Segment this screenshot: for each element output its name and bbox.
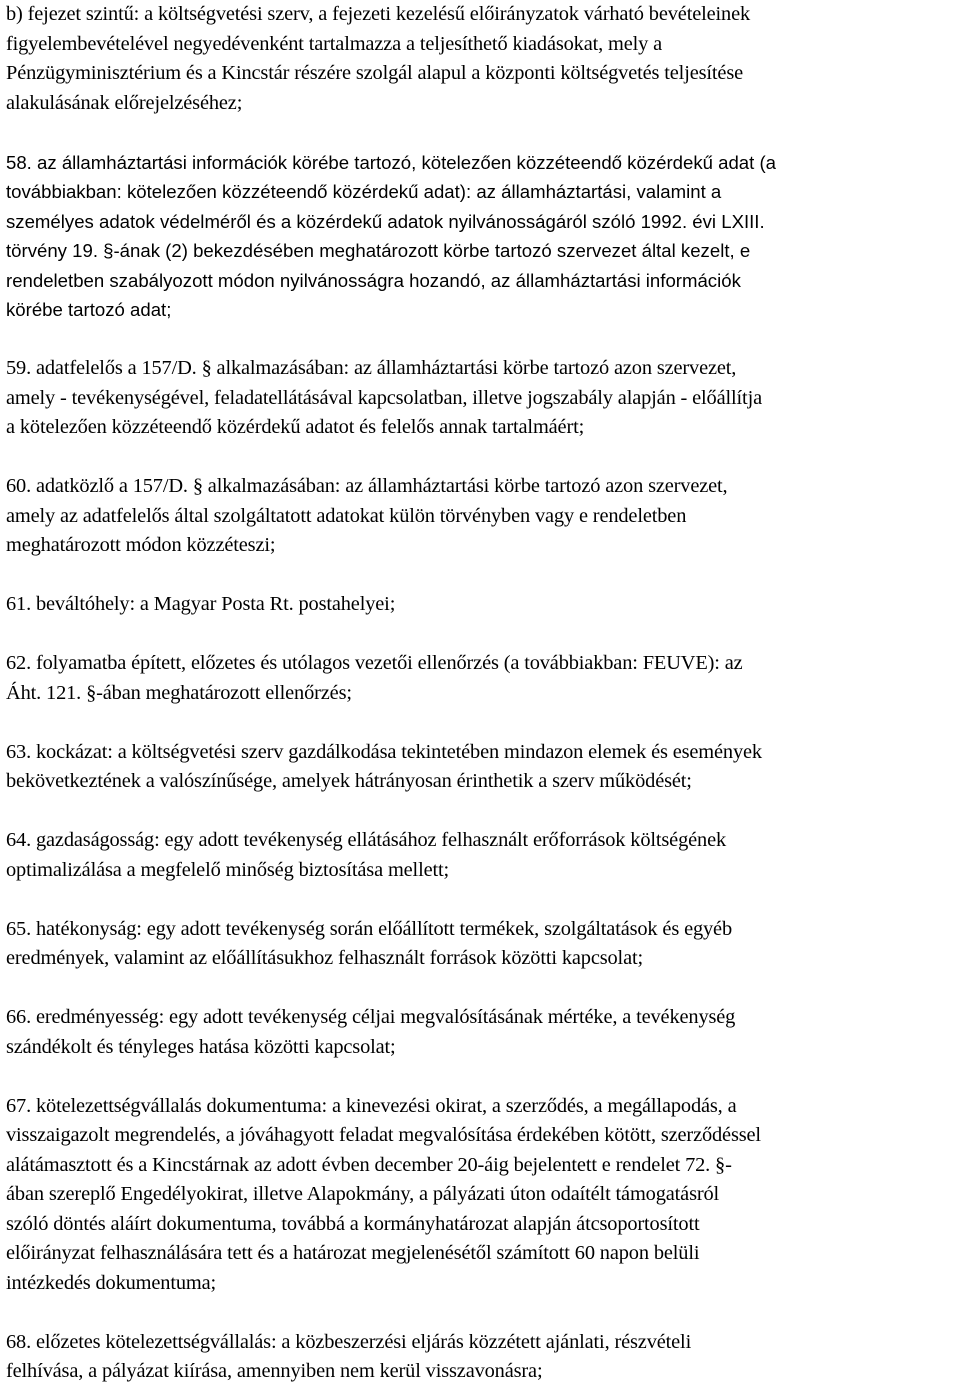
paragraph-b: b) fejezet szintű: a költségvetési szerv, a fejezeti kezelésű előirányzatok várható bevételeinek figyelembevételével negyedévenként tartalmazza a teljesíthető kiadásokat, mely a Pénzügyminisztérium és a Kincstár részére szolgál alapul a központi költségvetés teljesítése alakulásának előrejelzéséhez; [6, 3, 751, 114]
paragraph-gap [6, 974, 960, 1004]
definition-60: 60. adatközlő a 157/D. § alkalmazásában: az államháztartási körbe tartozó azon szervezet, amely az adatfelelős által szolgáltatott adatokat külön törvényben vagy e rendeletben meghatározott módon közzéteszi; [6, 475, 728, 556]
definition-58: 58. az államháztartási információk körébe tartozó, kötelezően közzéteendő közérdekű adat (a továbbiakban: kötelezően közzéteendő közérdekű adat): az államháztartási, valamint a személyes adatok védelméről és a közérdekű adatok nyilvánosságáról szóló 1992. évi LXIII. törvény 19. §-ának (2) bekezdésében meghatározott körbe tartozó szervezet által kezelt, e rendeletben szabályozott módon nyilvánosságra hozandó, az államháztartási információk körébe tartozó adat; [6, 151, 777, 320]
paragraph-gap [6, 797, 960, 827]
paragraph-gap [6, 118, 960, 148]
paragraph-gap [6, 561, 960, 591]
paragraph-gap [6, 1298, 960, 1328]
definition-62: 62. folyamatba épített, előzetes és utólagos vezetői ellenőrzés (a továbbiakban: FEUVE): az Áht. 121. §-ában meghatározott ellenőrzés; [6, 652, 743, 704]
definition-65: 65. hatékonyság: egy adott tevékenység során előállított termékek, szolgáltatások és egyéb eredmények, valamint az előállításukhoz felhasznált források közötti kapcsolat; [6, 917, 732, 969]
definition-67: 67. kötelezettségvállalás dokumentuma: a kinevezési okirat, a szerződés, a megállapodás, a visszaigazolt megrendelés, a jóváhagyott feladat megvalósítása érdekében kötött, szerződéssel alátámasztott és a Kincstárnak az adott évben december 20-áig bejelentett e rendelet 72. §- ában szereplő Engedélyokirat, illetve Alapokmány, a pályázati úton odaítélt támogatásról szóló döntés aláírt dokumentuma, továbbá a kormányhatározat alapján átcsoportosított előirányzat felhasználására tett és a határozat megjelenésétől számított 60 napon belüli intézkedés dokumentuma; [6, 1094, 761, 1294]
paragraph-gap [6, 1062, 960, 1092]
definition-63: 63. kockázat: a költségvetési szerv gazdálkodása tekintetében mindazon elemek és események bekövetkeztének a valószínűsége, amelyek hátrányosan érinthetik a szerv működését; [6, 740, 762, 792]
paragraph-gap [6, 885, 960, 915]
paragraph-gap [6, 325, 960, 355]
definition-64: 64. gazdaságosság: egy adott tevékenység ellátásához felhasznált erőforrások költségének optimalizálása a megfelelő minőség biztosítása mellett; [6, 829, 727, 881]
paragraph-gap [6, 620, 960, 650]
definition-68: 68. előzetes kötelezettségvállalás: a közbeszerzési eljárás közzétett ajánlati, részvételi felhívása, a pályázat kiírása, amennyiben nem kerül visszavonásra; [6, 1330, 692, 1382]
definition-61: 61. beváltóhely: a Magyar Posta Rt. postahelyei; [6, 593, 396, 615]
paragraph-gap [6, 708, 960, 738]
definition-66: 66. eredményesség: egy adott tevékenység céljai megvalósításának mértéke, a tevékenység szándékolt és tényleges hatása közötti kapcsolat; [6, 1006, 736, 1058]
paragraph-gap [6, 443, 960, 473]
definition-59: 59. adatfelelős a 157/D. § alkalmazásában: az államháztartási körbe tartozó azon szervezet, amely - tevékenységével, feladatellátásával kapcsolatban, illetve jogszabály alapján - előállítja a kötelezően közzéteendő közérdekű adatot és felelős annak tartalmáért; [6, 357, 762, 438]
